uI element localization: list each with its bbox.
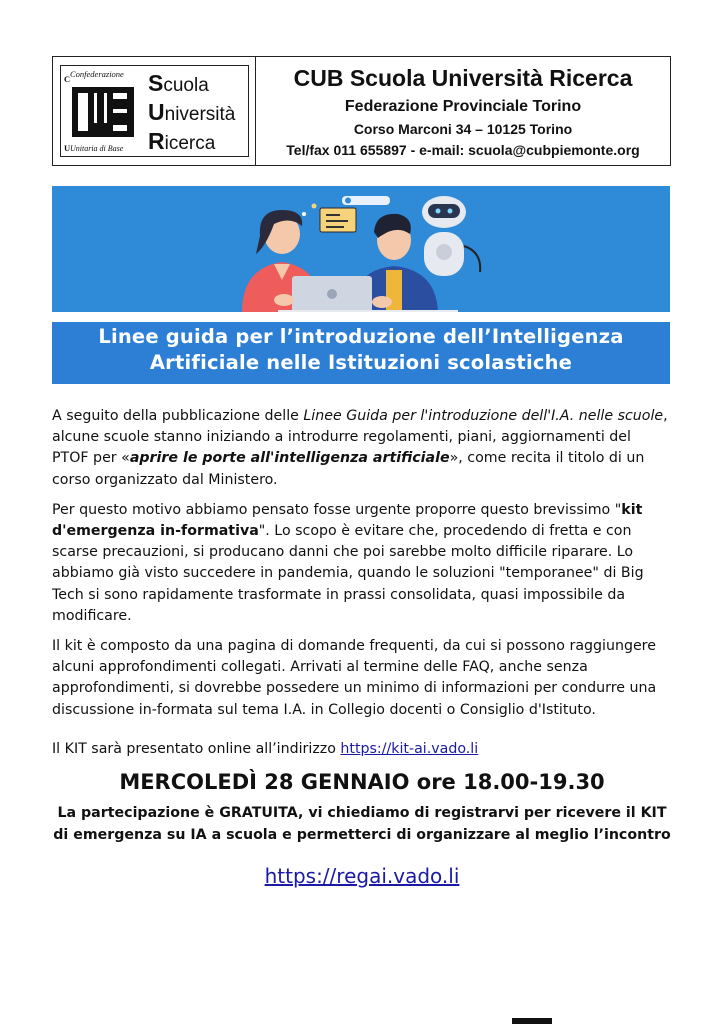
paragraph-online: Il KIT sarà presentato online all’indirizzo https://kit-ai.vado.li: [52, 740, 479, 757]
registration-link[interactable]: https://regai.vado.li: [264, 864, 460, 888]
logo-wordmark: [148, 70, 235, 157]
body-text: [52, 406, 672, 769]
paragraph-intro: A seguito della pubblicazione delle Linee Guida per l'introduzione dell'I.A. nelle scuole, alcune scuole stanno iniziando a introdurre regolamenti, piani, aggiornamenti del PTOF per «aprire le porte all'intelligenza artificiale», come recita il titolo di un corso organizzato dal Ministero.: [52, 408, 668, 488]
org-title: CUB Scuola Università Ricerca: [293, 64, 633, 91]
logo-confederazione: Confederazione: [70, 69, 124, 79]
org-address: Corso Marconi 34 – 10125 Torino: [353, 120, 573, 137]
logo-cell: [53, 57, 256, 165]
event-date: MERCOLEDÌ 28 GENNAIO ore 18.00-19.30: [119, 770, 605, 794]
letterhead: [52, 56, 671, 166]
banner-caption: [52, 322, 670, 384]
people-laptop-robot-illustration: [52, 186, 670, 312]
svg-text:U: U: [64, 143, 71, 153]
cub-logo: [60, 65, 249, 157]
logo-word-scuola: Scuola: [148, 70, 209, 96]
kit-name: kit d'emergenza in-formativa: [52, 501, 643, 540]
banner-divider: [52, 312, 670, 322]
logo-word-ricerca: Ricerca: [148, 128, 216, 154]
kit-link[interactable]: https://kit-ai.vado.li: [340, 740, 479, 757]
page-edge-mark: [512, 1018, 552, 1024]
logo-unitaria: Unitaria di Base: [70, 144, 124, 153]
org-subtitle: Federazione Provinciale Torino: [344, 97, 582, 115]
paragraph-kit: Per questo motivo abbiamo pensato fosse urgente proporre questo brevissimo "kit d'emergenza in-formativa". Lo scopo è evitare che, procedendo di fretta e con scarse precauzioni, si producano danni che poi sarebbe molto difficile riparare. Lo abbiamo già visto succedere in pandemia, quando le soluzioni "temporanee" di Big Tech si sono rapidamente trasformate in prassi consolidata, quasi impossibile da modificare.: [52, 501, 644, 624]
banner-title-line-2: Artificiale nelle Istituzioni scolastiche: [149, 351, 573, 374]
course-title: aprire le porte all'intelligenza artificiale: [129, 450, 450, 467]
registration-link-wrap: [0, 864, 724, 888]
cub-logo-mark: [64, 71, 142, 153]
contact-block: [256, 57, 670, 165]
guidelines-title: Linee Guida per l'introduzione dell'I.A. nelle scuole: [303, 408, 664, 424]
banner-illustration: [52, 186, 670, 312]
org-contacts: Tel/fax 011 655897 - e-mail: scuola@cubpiemonte.org: [286, 141, 640, 158]
logo-word-universita: Università: [148, 99, 236, 125]
registration-notice: La partecipazione è GRATUITA, vi chiediamo di registrarvi per ricevere il KIT di emergenza su IA a scuola e permetterci di organizzare al meglio l’incontro: [53, 805, 671, 843]
ai-guidelines-banner: [52, 186, 670, 384]
svg-text:C: C: [64, 74, 71, 84]
banner-title-line-1: Linee guida per l’introduzione dell’Intelligenza: [98, 325, 624, 348]
paragraph-faq: Il kit è composto da una pagina di domande frequenti, da cui si possono raggiungere alcuni approfondimenti collegati. Arrivati al termine delle FAQ, anche senza approfondimenti, si dovrebbe possedere un minimo di informazioni per condurre una discussione in-formata sul tema I.A. in Collegio docenti o Consiglio d'Istituto.: [52, 638, 657, 718]
